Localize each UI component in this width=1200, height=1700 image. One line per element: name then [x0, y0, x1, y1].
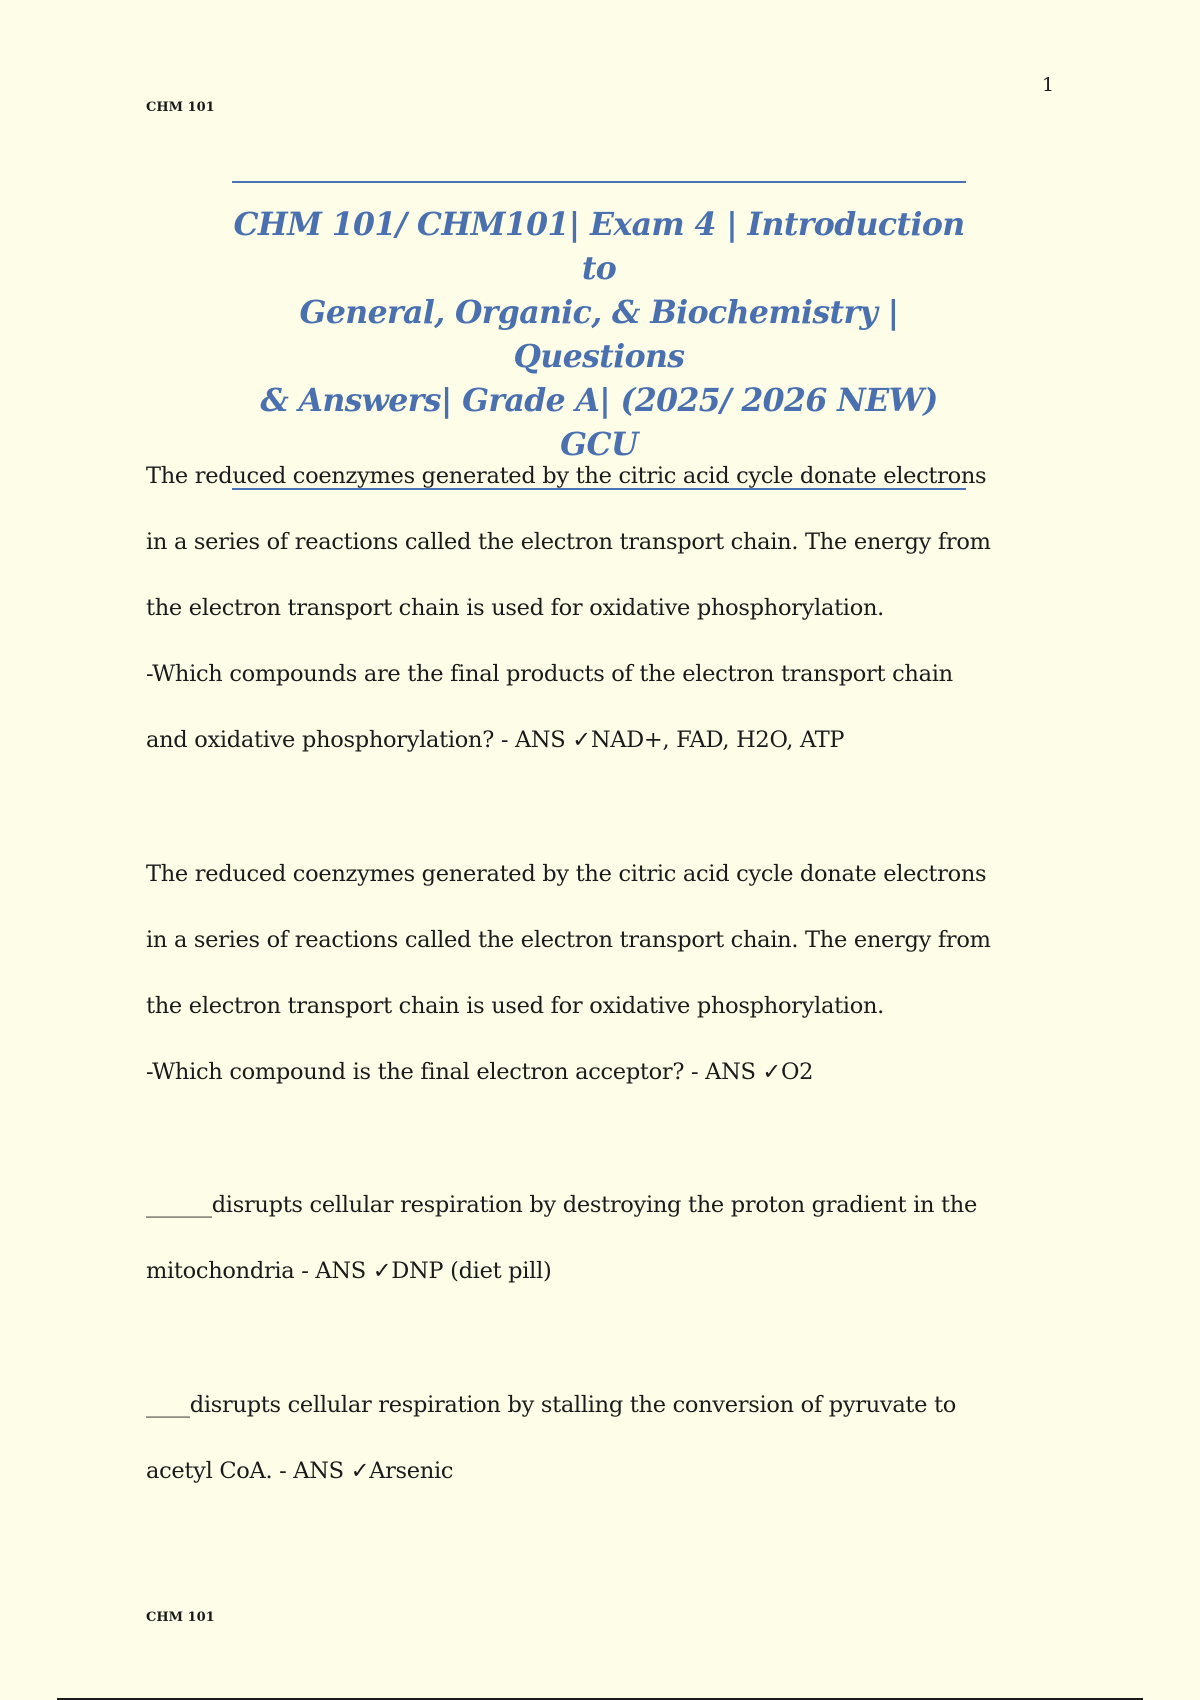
answer-line: mitochondria - ANS ✓DNP (diet pill): [146, 1258, 552, 1284]
question-line: The reduced coenzymes generated by the citric acid cycle donate electrons: [146, 861, 987, 887]
question-line: ____disrupts cellular respiration by stalling the conversion of pyruvate to: [146, 1392, 957, 1418]
question-block: [146, 1372, 1086, 1504]
question-line: -Which compounds are the final products of the electron transport chain: [146, 661, 953, 687]
title-line: CHM 101/ CHM101| Exam 4 | Introduction to: [233, 206, 965, 287]
question-line: ______disrupts cellular respiration by destroying the proton gradient in the: [146, 1192, 977, 1218]
question-block: [146, 841, 1086, 1105]
question-line: in a series of reactions called the electron transport chain. The energy from: [146, 529, 991, 555]
question-line: The reduced coenzymes generated by the citric acid cycle donate electrons: [146, 463, 987, 489]
footer-label: CHM 101: [146, 1610, 215, 1625]
header-label: CHM 101: [146, 100, 215, 115]
answer-line: -Which compound is the final electron acceptor? - ANS ✓O2: [146, 1059, 814, 1085]
document-title: [232, 203, 966, 467]
question-line: the electron transport chain is used for oxidative phosphorylation.: [146, 993, 884, 1019]
question-block: [146, 1172, 1086, 1304]
page-number: 1: [1042, 74, 1055, 96]
question-block: [146, 443, 1086, 773]
question-line: in a series of reactions called the electron transport chain. The energy from: [146, 927, 991, 953]
title-line: General, Organic, & Biochemistry | Questions: [299, 294, 899, 375]
answer-line: acetyl CoA. - ANS ✓Arsenic: [146, 1458, 454, 1484]
answer-line: and oxidative phosphorylation? - ANS ✓NAD+, FAD, H2O, ATP: [146, 727, 845, 753]
question-line: the electron transport chain is used for oxidative phosphorylation.: [146, 595, 884, 621]
title-line: & Answers| Grade A| (2025/ 2026 NEW) GCU: [260, 382, 938, 463]
